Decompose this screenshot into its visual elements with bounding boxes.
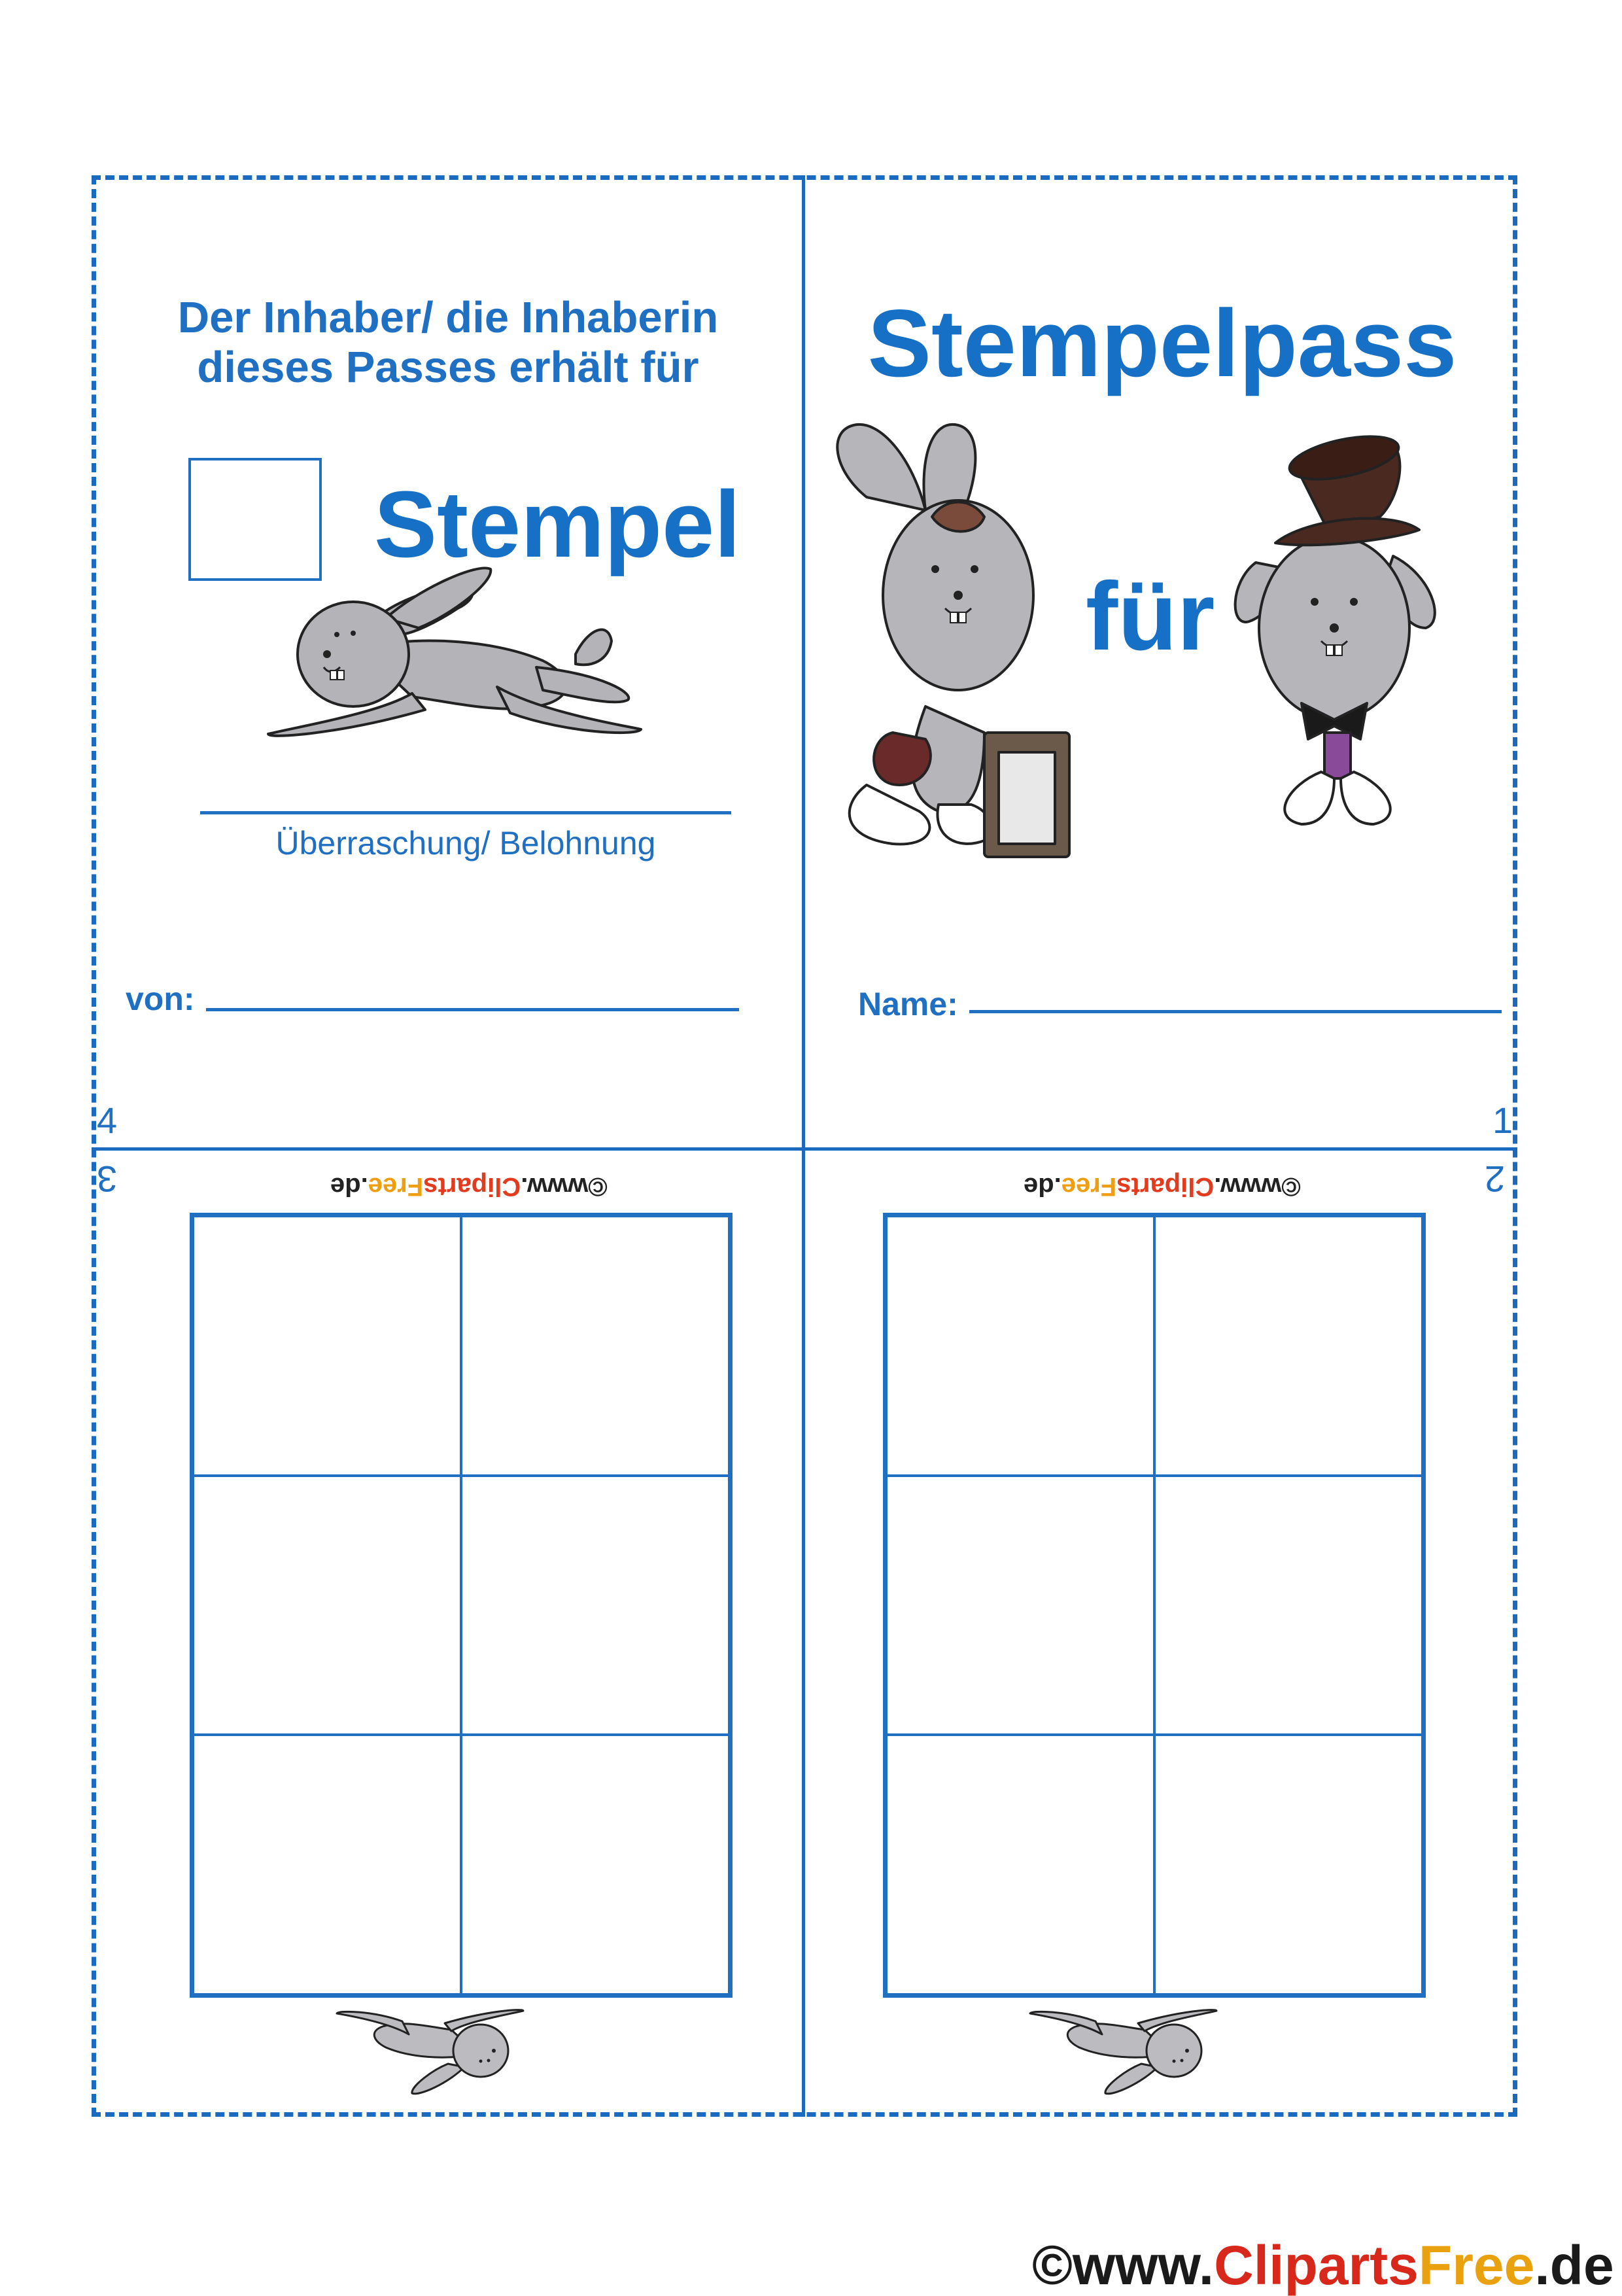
page-number-4: 4 <box>97 1100 118 1141</box>
credit-brand-b: Free <box>1061 1172 1117 1201</box>
von-input-line[interactable] <box>206 1008 739 1011</box>
footer-credit-prefix: ©www. <box>1032 2235 1215 2296</box>
page-number-2: 2 <box>1485 1158 1506 1200</box>
stamp-cell[interactable] <box>1154 1735 1423 1994</box>
footer-credit[interactable] <box>1032 2236 1614 2295</box>
credit-right-upside-down <box>1024 1171 1301 1202</box>
stamp-cell[interactable] <box>193 1216 461 1476</box>
footer-credit-brand-b: Free <box>1418 2235 1535 2296</box>
flying-rabbit-icon-right <box>1024 1998 1220 2096</box>
reward-input-line[interactable] <box>200 811 731 814</box>
footer-credit-brand-a: Cliparts <box>1214 2235 1419 2296</box>
fuer-word: für <box>1086 563 1215 670</box>
stamp-cell[interactable] <box>1154 1216 1423 1476</box>
holder-line-1: Der Inhaber/ die Inhaberin <box>177 293 719 342</box>
name-label: Name: <box>858 986 958 1022</box>
stempel-heading: Stempel <box>374 472 741 577</box>
credit-prefix: ©www. <box>1214 1172 1301 1201</box>
stamp-grid-page-3 <box>190 1213 733 1998</box>
stamp-grid-page-2 <box>883 1213 1426 1998</box>
credit-brand-b: Free <box>368 1172 424 1201</box>
holder-line-2: dieses Passes erhält für <box>197 343 699 392</box>
credit-left-upside-down <box>330 1171 608 1202</box>
stamp-cell[interactable] <box>1154 1476 1423 1735</box>
stamp-cell[interactable] <box>886 1216 1154 1476</box>
running-rabbit-icon <box>262 563 654 759</box>
holder-text <box>105 293 791 392</box>
rabbit-with-top-hat-icon <box>1230 432 1452 837</box>
vertical-fold-line <box>802 175 805 2117</box>
stamp-cell[interactable] <box>886 1735 1154 1994</box>
stamp-cell[interactable] <box>193 1476 461 1735</box>
von-label: von: <box>126 981 195 1017</box>
page-number-1: 1 <box>1493 1100 1513 1141</box>
rabbit-with-clipboard-icon <box>827 419 1076 863</box>
credit-prefix: ©www. <box>521 1172 608 1201</box>
stamp-cell[interactable] <box>461 1735 729 1994</box>
stamp-cell[interactable] <box>461 1476 729 1735</box>
credit-suffix: .de <box>330 1172 368 1201</box>
stamp-cell[interactable] <box>193 1735 461 1994</box>
footer-credit-suffix: .de <box>1534 2235 1614 2296</box>
horizontal-fold-line <box>92 1147 1517 1151</box>
stamp-cell[interactable] <box>461 1216 729 1476</box>
stamp-cell[interactable] <box>886 1476 1154 1735</box>
reward-label: Überraschung/ Belohnung <box>275 825 656 861</box>
credit-brand-a: Cliparts <box>423 1172 521 1201</box>
name-input-line[interactable] <box>969 1010 1502 1013</box>
stempelpass-title: Stempelpass <box>867 290 1457 396</box>
credit-suffix: .de <box>1024 1172 1061 1201</box>
flying-rabbit-icon-left <box>330 1998 526 2096</box>
page-number-3: 3 <box>97 1158 118 1200</box>
credit-brand-a: Cliparts <box>1116 1172 1215 1201</box>
